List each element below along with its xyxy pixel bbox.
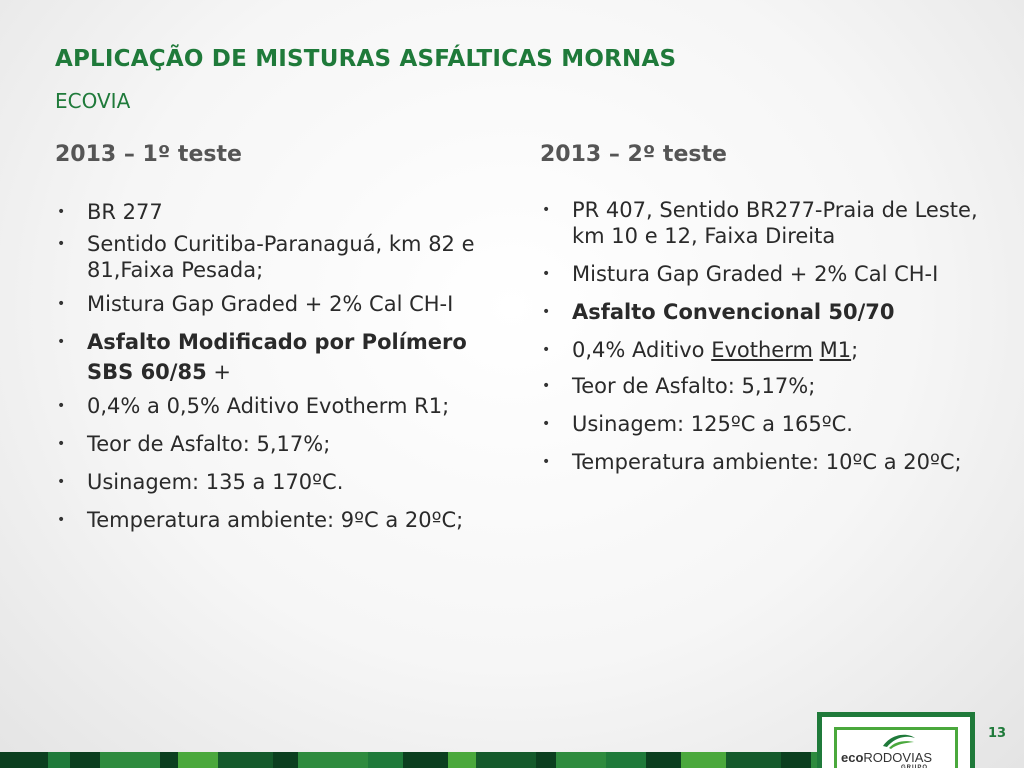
- footer-stripe-segment: [403, 752, 448, 768]
- footer-stripe-segment: [100, 752, 160, 768]
- logo-name: RODOVIAS: [863, 750, 933, 765]
- footer-stripe-segment: [476, 752, 536, 768]
- footer-stripe-segment: [160, 752, 178, 768]
- bullet-text: Usinagem: 125ºC a 165ºC.: [572, 412, 853, 436]
- logo-prefix: eco: [841, 750, 864, 765]
- bullet-text: +: [206, 360, 231, 384]
- bullet-dot: •: [542, 378, 551, 394]
- footer-stripe-segment: [556, 752, 606, 768]
- bullet-item: [55, 327, 495, 387]
- bullet-text: Teor de Asfalto: 5,17%;: [87, 432, 331, 456]
- bullet-item: [540, 259, 980, 289]
- swoosh-icon: [881, 732, 917, 750]
- bullet-text: Teor de Asfalto: 5,17%;: [572, 374, 816, 398]
- bullet-dot: •: [57, 512, 66, 528]
- bullet-dot: •: [542, 266, 551, 282]
- footer-stripe-segment: [681, 752, 726, 768]
- footer-stripe-segment: [536, 752, 556, 768]
- bullet-text: Temperatura ambiente: 10ºC a 20ºC;: [572, 450, 962, 474]
- left-column: [55, 142, 495, 545]
- footer-stripe-segment: [368, 752, 403, 768]
- bullet-item: [540, 197, 980, 249]
- footer-stripe-segment: [273, 752, 298, 768]
- footer-stripe-segment: [48, 752, 70, 768]
- footer-stripe-segment: [646, 752, 681, 768]
- bullet-item: [540, 447, 980, 477]
- footer-stripe-segment: [178, 752, 218, 768]
- logo-wordmark: [841, 750, 932, 765]
- left-bullet-list: [55, 197, 495, 535]
- right-bullet-list: [540, 197, 980, 477]
- footer-stripe-segment: [448, 752, 476, 768]
- bullet-dot: •: [57, 436, 66, 452]
- bullet-item: [540, 335, 980, 365]
- bullet-dot: •: [57, 204, 66, 220]
- footer-stripe-segment: [0, 752, 48, 768]
- bullet-dot: •: [542, 304, 551, 320]
- bullet-item: [540, 371, 980, 401]
- page-number: 13: [988, 726, 1007, 741]
- bullet-item: [55, 289, 495, 319]
- bullet-text: Mistura Gap Graded + 2% Cal CH-I: [572, 262, 939, 286]
- logo-group-label: GRUPO: [901, 765, 929, 768]
- bullet-dot: •: [57, 398, 66, 414]
- bullet-dot: •: [542, 202, 551, 218]
- footer-stripe-segment: [606, 752, 646, 768]
- bullet-dot: •: [542, 454, 551, 470]
- bullet-text: BR 277: [87, 200, 163, 224]
- footer-stripe-segment: [298, 752, 368, 768]
- bullet-text: 0,4% Aditivo: [572, 338, 712, 362]
- bullet-text: ;: [851, 338, 859, 362]
- bullet-dot: •: [57, 296, 66, 312]
- right-column: [540, 142, 980, 487]
- footer-stripe-segment: [781, 752, 811, 768]
- bullet-item: [540, 409, 980, 439]
- bullet-dot: •: [57, 236, 66, 252]
- footer-stripe-segment: [70, 752, 100, 768]
- bullet-dot: •: [57, 474, 66, 490]
- bullet-text: [813, 338, 820, 362]
- bullet-item: [55, 231, 495, 283]
- bullet-item: [55, 197, 495, 227]
- bullet-dot: •: [542, 416, 551, 432]
- logo-box: [834, 727, 958, 768]
- bullet-text: M1: [819, 338, 852, 362]
- bullet-item: [55, 391, 495, 421]
- bullet-text: Evotherm: [711, 338, 813, 362]
- right-column-heading: 2013 – 2º teste: [540, 142, 727, 167]
- bullet-text: Asfalto Modificado por Polímero SBS 60/85: [87, 330, 467, 384]
- bullet-item: [55, 467, 495, 497]
- bullet-text: 0,4% a 0,5% Aditivo Evotherm R1;: [87, 394, 450, 418]
- slide-title: APLICAÇÃO DE MISTURAS ASFÁLTICAS MORNAS: [55, 46, 677, 72]
- bullet-item: [55, 505, 495, 535]
- bullet-text: Asfalto Convencional 50/70: [572, 300, 895, 324]
- bullet-dot: •: [542, 342, 551, 358]
- bullet-text: Temperatura ambiente: 9ºC a 20ºC;: [87, 508, 464, 532]
- footer-stripe-segment: [726, 752, 781, 768]
- slide-subtitle: ECOVIA: [55, 89, 131, 113]
- left-column-heading: 2013 – 1º teste: [55, 142, 242, 167]
- company-logo: [817, 712, 975, 768]
- bullet-text: Usinagem: 135 a 170ºC.: [87, 470, 344, 494]
- bullet-text: Mistura Gap Graded + 2% Cal CH-I: [87, 292, 454, 316]
- bullet-item: [540, 297, 980, 327]
- footer-stripe-segment: [218, 752, 273, 768]
- bullet-text: Sentido Curitiba-Paranaguá, km 82 e 81,Faixa Pesada;: [87, 232, 475, 282]
- bullet-dot: •: [57, 334, 66, 350]
- bullet-text: PR 407, Sentido BR277-Praia de Leste, km 10 e 12, Faixa Direita: [572, 198, 978, 248]
- bullet-item: [55, 429, 495, 459]
